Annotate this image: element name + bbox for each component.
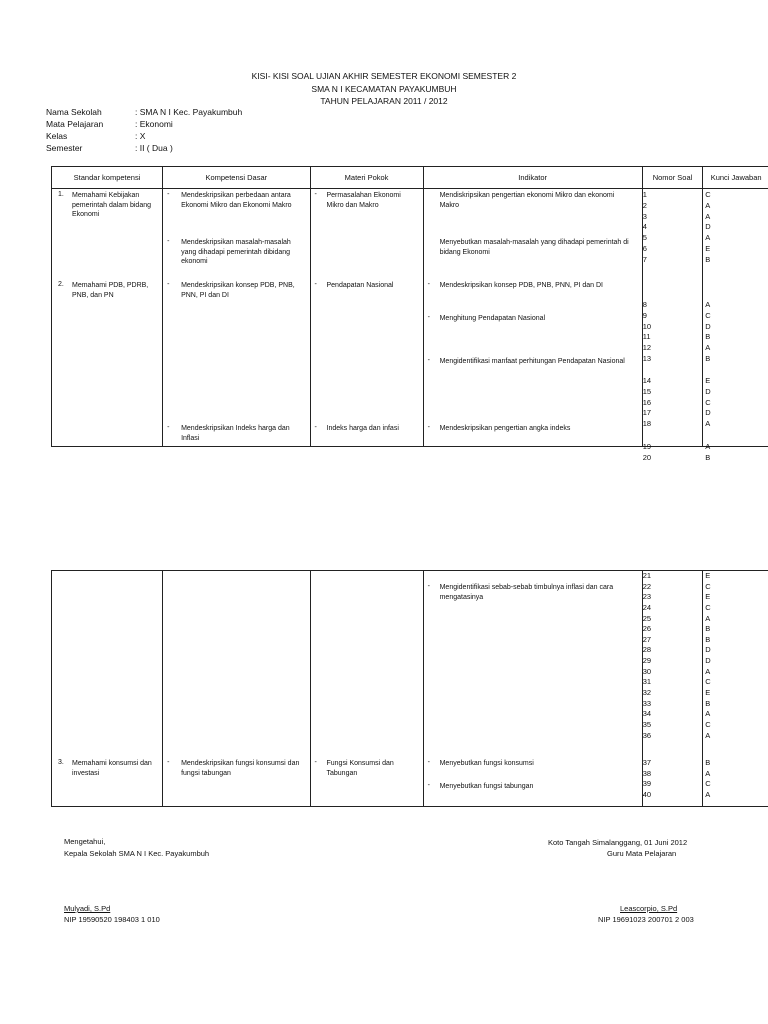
question-number: 40 (642, 789, 652, 799)
answer-key: E (705, 688, 711, 698)
question-number: 26 (642, 624, 652, 634)
sk-2: Memahami PDB, PDRB, PNB, dan PN (72, 282, 149, 299)
question-number: 9 (642, 310, 647, 320)
signer-right-name: Leascorpio, S.Pd (620, 904, 678, 913)
answer-key: C (705, 779, 711, 789)
answer-key: D (705, 656, 711, 666)
doc-title-1: KISI- KISI SOAL UJIAN AKHIR SEMESTER EKONOMI SEMESTER 2 (251, 71, 517, 81)
col-kunci-jawaban-2 (703, 571, 768, 807)
question-number: 6 (642, 243, 647, 253)
question-number: 2 (642, 200, 647, 210)
header-kompetensi-dasar: Kompetensi Dasar (163, 167, 310, 189)
answer-key: A (705, 666, 711, 676)
col-kompetensi-dasar: - Mendeskripsikan perbedaan antara Ekonomi Mikro dan Ekonomi Makro - Mendeskripsikan masalah-masalah yang dihadapi pemerintah dibidang ekonomi - Mendeskripsikan konsep PDB, PNB, PNN, PI dan DI - Mendeskripsikan Indeks harga dan Inflasi (163, 189, 310, 447)
ind-3: Mendeskripsikan konsep PDB, PNB, PNN, PI dan DI (439, 282, 603, 289)
col-nomor-soal (642, 189, 703, 462)
info-subject: Mata Pelajaran : Ekonomi (46, 119, 173, 129)
answer-key: A (705, 789, 711, 799)
answer-key: B (705, 758, 711, 767)
answer-key: B (705, 254, 711, 264)
signer-left-name: Mulyadi, S.Pd (64, 904, 111, 913)
kd-5: Mendeskripsikan fungsi konsumsi dan fungsi tabungan (181, 760, 300, 777)
answer-key: C (705, 719, 711, 729)
question-number: 21 (642, 571, 652, 580)
question-number: 17 (642, 408, 652, 418)
question-number: 12 (642, 343, 652, 353)
answer-key: B (705, 634, 711, 644)
question-number: 22 (642, 581, 652, 591)
answer-key: A (705, 730, 711, 740)
answer-key: A (705, 300, 711, 309)
ind-7: Mengidentifikasi sebab-sebab timbulnya inflasi dan cara mengatasinya (439, 584, 614, 601)
question-number: 38 (642, 768, 652, 778)
col-indikator-2: - Mengidentifikasi sebab-sebab timbulnya inflasi dan cara mengatasinya - Menyebutkan fungsi konsumsi - Menyebutkan fungsi tabungan (423, 571, 642, 807)
answer-key: B (705, 332, 711, 342)
question-number: 32 (642, 688, 652, 698)
col-standar-kompetensi-2: 3. Memahami konsumsi dan investasi (52, 571, 163, 807)
answer-key: C (705, 190, 711, 199)
answer-key: C (705, 677, 711, 687)
question-number: 19 (642, 442, 652, 451)
answer-key: A (705, 233, 711, 243)
answer-key: E (705, 571, 711, 580)
kd-1: Mendeskripsikan perbedaan antara Ekonomi Mikro dan Ekonomi Makro (181, 192, 292, 209)
answer-key: A (705, 419, 711, 429)
ind-5: Mengidentifikasi manfaat perhitungan Pendapatan Nasional (439, 358, 625, 365)
col-kompetensi-dasar-2: - Mendeskripsikan fungsi konsumsi dan fungsi tabungan (163, 571, 310, 807)
question-number: 20 (642, 452, 652, 462)
question-number: 30 (642, 666, 652, 676)
question-number: 5 (642, 233, 647, 243)
question-number: 35 (642, 719, 652, 729)
answer-key: B (705, 353, 711, 363)
mp-2: Pendapatan Nasional (326, 282, 394, 289)
signer-left-nip: NIP 19590520 198403 1 010 (64, 915, 160, 924)
answer-key: A (705, 343, 711, 353)
question-number: 13 (642, 353, 652, 363)
answer-key: B (705, 698, 711, 708)
col-materi-pokok: - Permasalahan Ekonomi Mikro dan Makro - Pendapatan Nasional - Indeks harga dan infasi (310, 189, 423, 447)
question-number: 18 (642, 419, 652, 429)
question-number: 3 (642, 211, 647, 221)
question-number: 15 (642, 386, 652, 396)
mp-3: Indeks harga dan infasi (326, 425, 399, 432)
answer-key: C (705, 397, 711, 407)
header-standar-kompetensi: Standar kompetensi (52, 167, 163, 189)
question-number: 8 (642, 300, 647, 309)
signer-right-nip: NIP 19691023 200701 2 003 (598, 915, 694, 924)
doc-title-2: SMA N I KECAMATAN PAYAKUMBUH (311, 84, 457, 94)
ind-1: Mendiskripsikan pengertian ekonomi Mikro dan ekonomi Makro (439, 192, 615, 209)
question-number: 16 (642, 397, 652, 407)
footer-kepsek-title: Kepala Sekolah SMA N I Kec. Payakumbuh (64, 849, 210, 858)
question-number: 37 (642, 758, 652, 767)
footer-mengetahui: Mengetahui, (64, 837, 106, 846)
footer-place-date: Koto Tangah Simalanggang, 01 Juni 2012 (548, 838, 688, 847)
answer-key: C (705, 581, 711, 591)
sk-1: Memahami Kebijakan pemerintah dalam bidang Ekonomi (72, 192, 151, 218)
question-number: 24 (642, 602, 652, 612)
mp-4: Fungsi Konsumsi dan Tabungan (326, 760, 394, 777)
answer-key: C (705, 310, 711, 320)
header-indikator: Indikator (423, 167, 642, 189)
ind-2: Menyebutkan masalah-masalah yang dihadapi pemerintah di bidang Ekonomi (439, 239, 629, 256)
mp-1: Permasalahan Ekonomi Mikro dan Makro (326, 192, 401, 209)
answer-key: A (705, 211, 711, 221)
answer-key: B (705, 452, 711, 462)
answer-key: E (705, 592, 711, 602)
answer-key: D (705, 386, 711, 396)
answer-key: E (705, 243, 711, 253)
col-indikator: Mendiskripsikan pengertian ekonomi Mikro dan ekonomi Makro Menyebutkan masalah-masalah yang dihadapi pemerintah di bidang Ekonomi - Mendeskripsikan konsep PDB, PNB, PNN, PI dan DI - Menghitung Pendapatan Nasional - Mengidentifikasi manfaat perhitungan Pendapatan Nasional - Mendeskripsikan pengertian angka indeks (423, 189, 642, 447)
answer-key: D (705, 321, 711, 331)
question-number: 14 (642, 376, 652, 385)
answer-key: A (705, 709, 711, 719)
question-number: 25 (642, 613, 652, 623)
question-number: 23 (642, 592, 652, 602)
kd-2: Mendeskripsikan masalah-masalah yang dihadapi pemerintah dibidang ekonomi (181, 239, 291, 265)
question-number: 39 (642, 779, 652, 789)
question-number: 4 (642, 222, 647, 232)
question-number: 29 (642, 656, 652, 666)
answer-key: D (705, 222, 711, 232)
sk-3: Memahami konsumsi dan investasi (72, 760, 152, 777)
kd-4: Mendeskripsikan Indeks harga dan Inflasi (181, 425, 290, 442)
col-standar-kompetensi: 1. Memahami Kebijakan pemerintah dalam bidang Ekonomi 2. Memahami PDB, PDRB, PNB, dan PN (52, 189, 163, 447)
ind-4: Menghitung Pendapatan Nasional (439, 315, 546, 322)
footer-guru-title: Guru Mata Pelajaran (607, 849, 677, 858)
question-number: 28 (642, 645, 652, 655)
col-nomor-soal-2 (642, 571, 703, 807)
answer-key: D (705, 645, 711, 655)
question-number: 7 (642, 254, 647, 264)
answer-key: A (705, 613, 711, 623)
info-class: Kelas : X (46, 131, 146, 141)
kisi-table-page-1 (51, 166, 768, 462)
col-materi-pokok-2: - Fungsi Konsumsi dan Tabungan (310, 571, 423, 807)
question-number: 36 (642, 730, 652, 740)
answer-key: C (705, 602, 711, 612)
header-nomor-soal: Nomor Soal (642, 167, 703, 189)
answer-key: A (705, 442, 711, 451)
question-number: 11 (642, 332, 651, 342)
ind-6: Mendeskripsikan pengertian angka indeks (439, 425, 571, 432)
col-kunci-jawaban (703, 189, 768, 462)
answer-key: E (705, 376, 711, 385)
header-kunci-jawaban: Kunci Jawaban (703, 167, 768, 189)
header-materi-pokok: Materi Pokok (310, 167, 423, 189)
ind-9: Menyebutkan fungsi tabungan (439, 783, 534, 790)
doc-title-3: TAHUN PELAJARAN 2011 / 2012 (320, 96, 448, 106)
question-number: 1 (642, 190, 647, 199)
answer-key: A (705, 768, 711, 778)
question-number: 34 (642, 709, 652, 719)
ind-8: Menyebutkan fungsi konsumsi (439, 760, 534, 767)
info-semester: Semester : II ( Dua ) (46, 143, 173, 153)
info-school: Nama Sekolah : SMA N I Kec. Payakumbuh (46, 107, 243, 117)
answer-key: A (705, 200, 711, 210)
question-number: 27 (642, 634, 652, 644)
question-number: 10 (642, 321, 652, 331)
answer-key: B (705, 624, 711, 634)
kisi-table-page-2 (51, 570, 768, 807)
question-number: 31 (642, 677, 652, 687)
answer-key: D (705, 408, 711, 418)
question-number: 33 (642, 698, 652, 708)
kd-3: Mendeskripsikan konsep PDB, PNB, PNN, PI dan DI (181, 282, 295, 299)
